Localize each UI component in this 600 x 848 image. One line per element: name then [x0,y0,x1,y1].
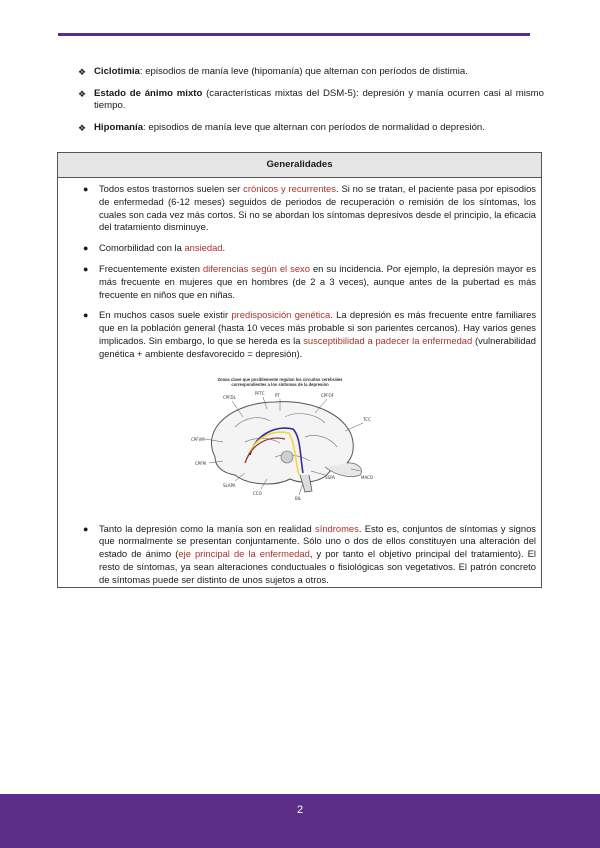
highlight: síndromes [315,522,359,534]
definition: (características mixtas del DSM-5): depresión y manía ocurren casi al mismo tiempo. [94,87,544,111]
list-item [78,88,544,113]
brain-label: PT [275,393,280,398]
list-item: ● Tanto la depresión como la manía son en realidad síndromes. Esto es, conjuntos de síntomas y signos que normalmente se presentan conjuntamente. Sólo uno o dos de ellos constituyen una alteración del estado de ánimo (eje principal de la enfermedad, y por tanto el objetivo principal del tratamiento). El resto de síntomas, ya sean alteraciones conductuales o fisiológicas son vegetativos. El patrón concreto de síntomas puede ser distinto de unos sujetos a otros. [83,522,536,585]
brain-label: PFTC [255,391,265,396]
brain-label: CCO [253,491,262,496]
generalidades-box [57,152,542,588]
definition: : episodios de manía leve que alternan con períodos de normalidad o depresión. [143,121,485,133]
list-item: ● Frecuentemente existen diferencias según el sexo en su incidencia. Por ejemplo, la depresión mayor es más frecuente en mujeres que en hombres (de 2 a 3 veces), aunque antes de la pubertad es más frecuente en niños que en niñas. [83,262,537,300]
list-item: ● En muchos casos suele existir predisposición genética. La depresión es más frecuente entre familiares que en la población general (hasta 10 veces más probable si son parientes cercanos). Hay varios genes implicados. Sin embargo, lo que se hereda es la susceptibilidad a padecer la enfermedad (vulnerabilidad genética + ambiente desfavorecido = depresión). [83,309,537,359]
bullet-icon: ● [83,184,89,194]
brain-label: SSPA [325,475,335,480]
mood-disorder-list [78,66,544,143]
list-item [78,122,544,135]
brain-label: CPFDL [223,395,236,400]
highlight: crónicos y recurrentes [243,183,336,194]
figure-caption: Zonas clave que posiblemente regulan los circuitos cerebrales correspondientes a los síntomas de la depresión [217,377,343,387]
highlight: predisposición genética [231,309,331,321]
bullet-icon: ● [83,523,89,534]
list-item [78,66,544,79]
term: Hipomanía [94,121,144,133]
term: Ciclotimia [94,66,140,77]
thalamus [281,451,293,463]
bullet-icon: ● [83,243,89,254]
brain-figure [175,377,385,503]
diamond-bullet-icon: ❖ [78,122,87,133]
page-number: 2 [296,804,304,816]
brain-label: CPFM [195,461,206,466]
brain-label: SLAPA [223,483,236,488]
definition: : episodios de manía leve (hipomanía) que alternan con períodos de distimia. [139,66,468,77]
highlight: susceptibilidad a padecer la enfermedad [303,334,473,346]
brain-label: TCC [363,417,371,422]
brain-label: MACO [361,475,374,480]
term: Estado de ánimo mixto [94,87,203,99]
diamond-bullet-icon: ❖ [78,88,87,99]
brain-label: CPFVM [191,437,205,442]
footer-bar [0,794,600,848]
diamond-bullet-icon: ❖ [78,67,87,77]
bullet-icon: ● [83,310,89,321]
highlight: ansiedad [184,242,223,254]
bullet-icon: ● [83,263,89,274]
highlight: eje principal de la enfermedad [178,548,310,560]
list-item: ● Comorbilidad con la ansiedad. [83,242,226,254]
box-title: Generalidades [58,153,541,178]
brain-diagram [175,387,385,501]
brain-label: CPFOF [321,393,334,398]
list-item: ● Todos estos trastornos suelen ser crónicos y recurrentes. Si no se tratan, el paciente pasa por episodios de enfermedad (6-12 meses) seguidos de periodos de recuperación o remisión de los síntomas, los cuales son cada vez más cortos. Si no se abordan los síntomas depresivos desde el principio, la eficacia del tratamiento disminuye. [83,183,536,233]
header-rule [58,33,530,36]
brain-label: BIL [295,496,302,501]
highlight: diferencias según el sexo [202,262,310,274]
